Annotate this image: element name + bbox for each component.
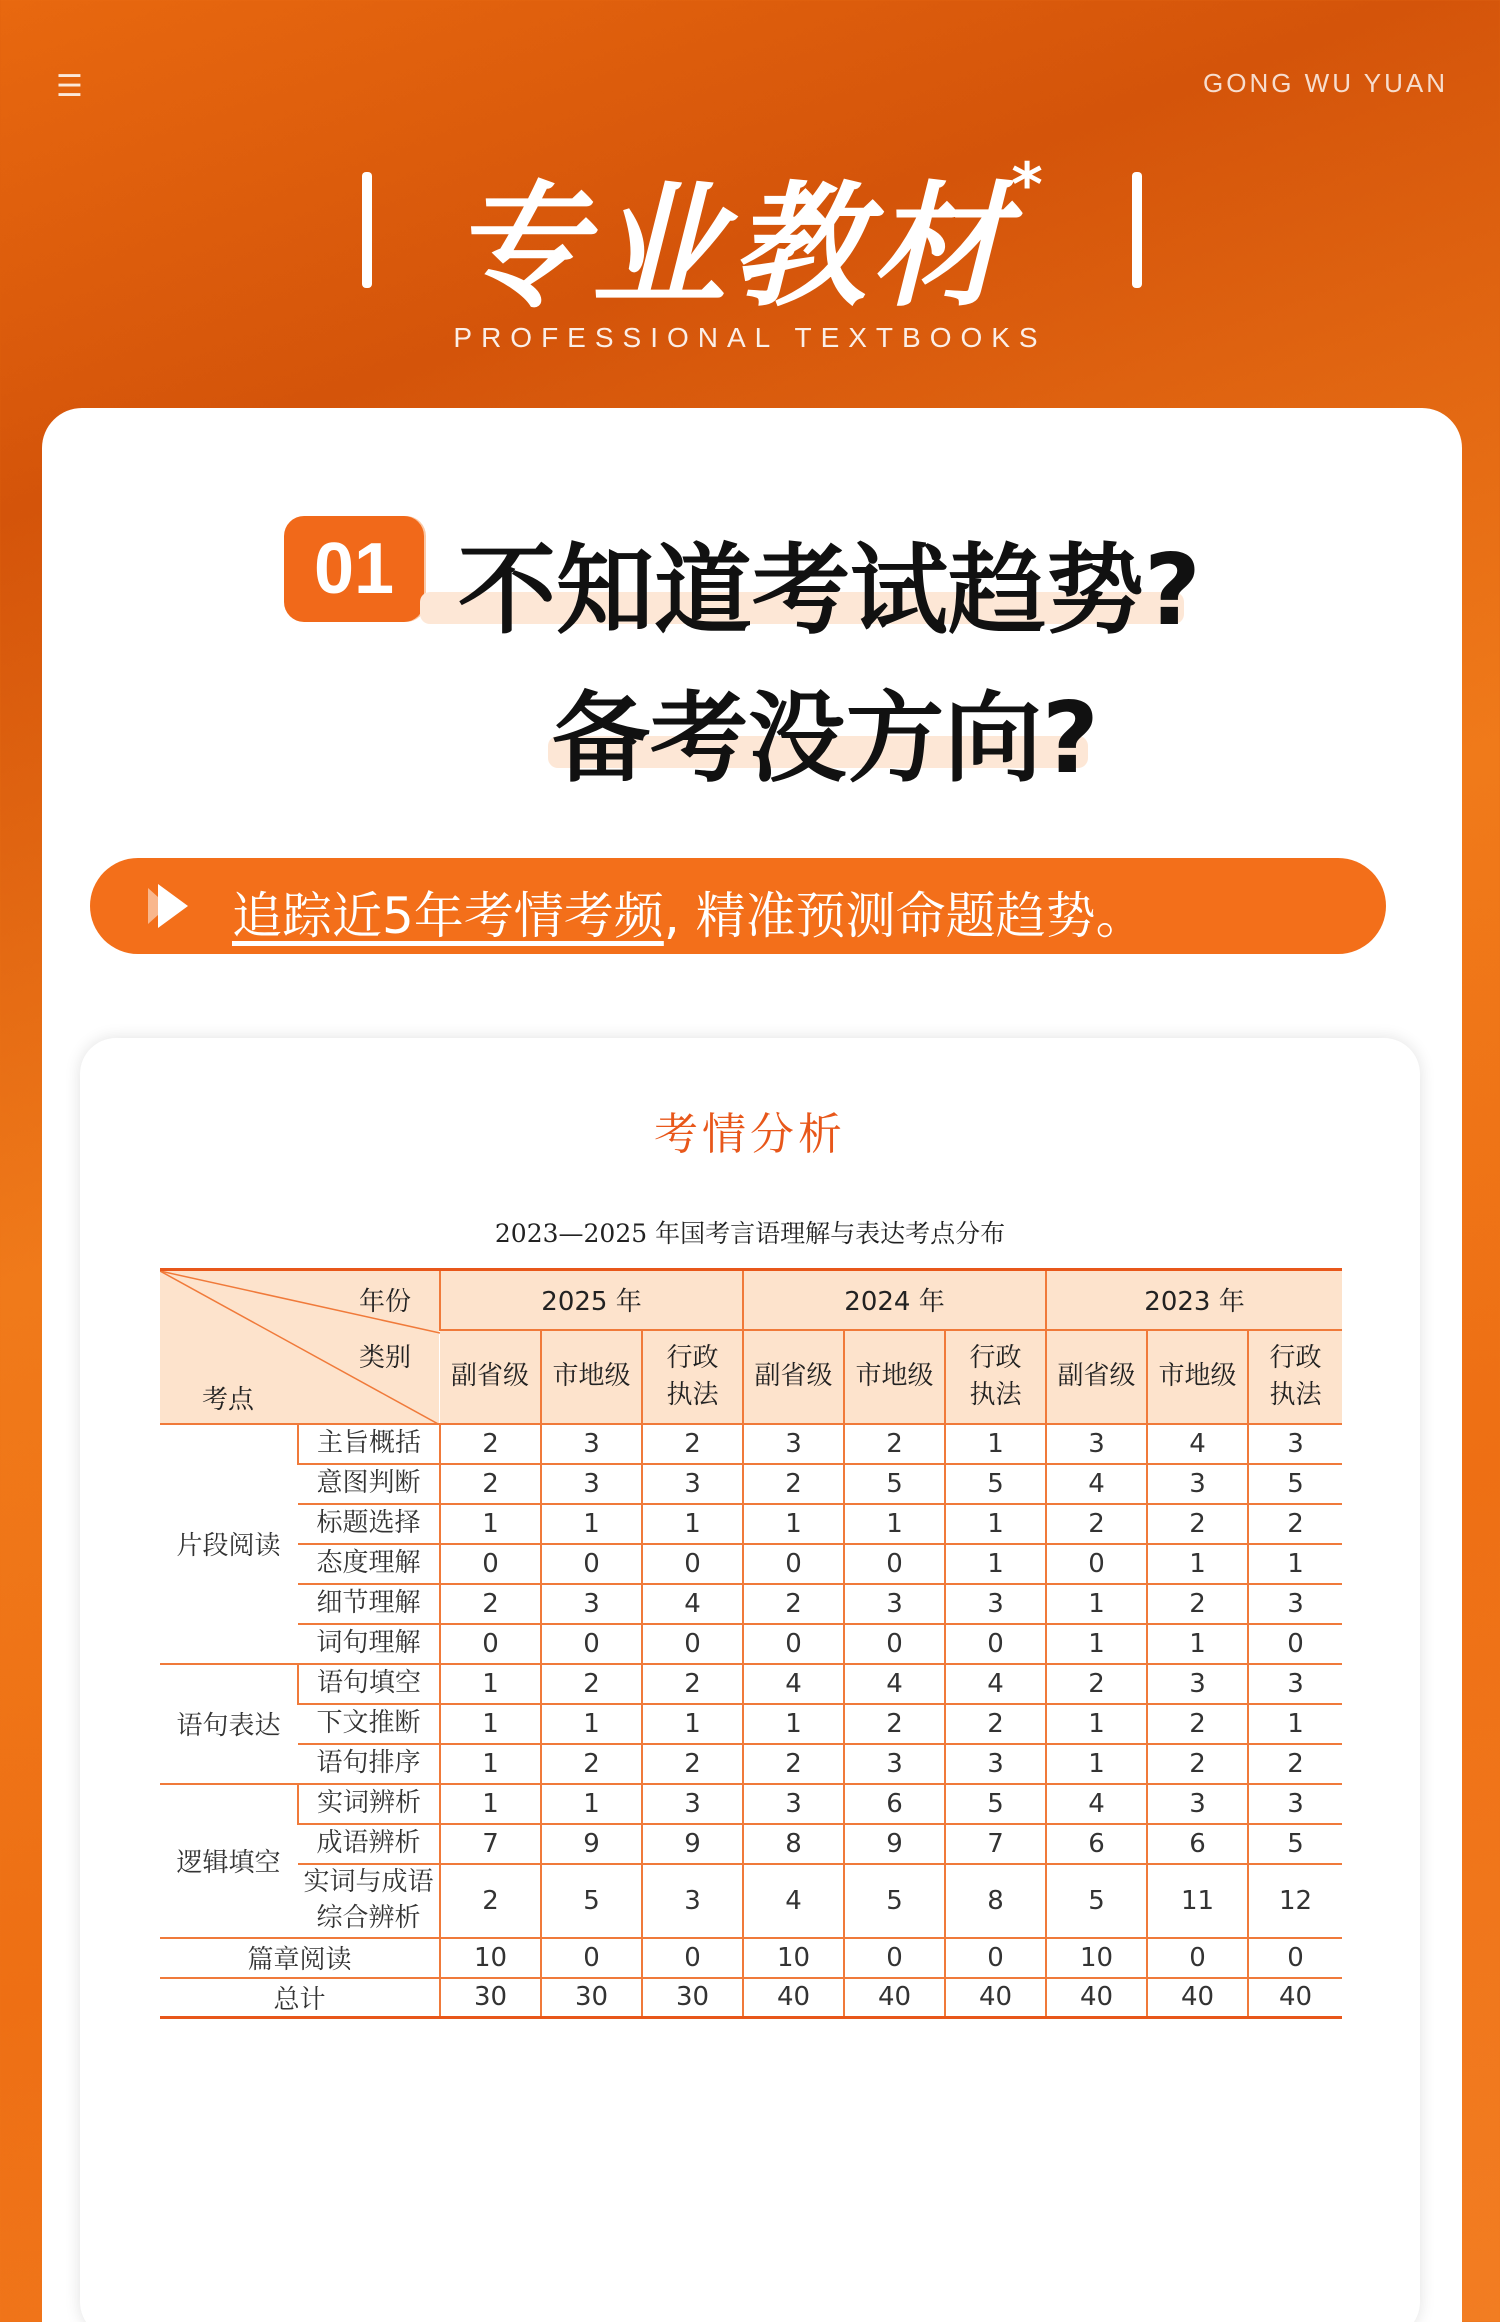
value-cell: 1	[1248, 1704, 1342, 1744]
row-label: 总计	[160, 1978, 440, 2018]
group-label: 逻辑填空	[160, 1784, 298, 1938]
question-heading-2: 备考没方向?	[552, 682, 1099, 796]
value-cell: 1	[1046, 1584, 1147, 1624]
type-header: 市地级	[844, 1330, 945, 1424]
value-cell: 1	[945, 1544, 1046, 1584]
value-cell: 3	[1147, 1464, 1248, 1504]
value-cell: 2	[1046, 1664, 1147, 1704]
page-title-text: 专业教材	[451, 169, 1012, 325]
row-label: 标题选择	[298, 1504, 440, 1544]
value-cell: 2	[945, 1704, 1046, 1744]
row-label: 实词辨析	[298, 1784, 440, 1824]
value-cell: 0	[844, 1624, 945, 1664]
table-caption: 2023—2025 年国考言语理解与表达考点分布	[494, 1219, 1006, 1248]
value-cell: 0	[743, 1624, 844, 1664]
header-point-label: 考点	[202, 1385, 255, 1415]
value-cell: 40	[945, 1978, 1046, 2018]
value-cell: 2	[541, 1664, 642, 1704]
type-header: 行政 执法	[945, 1330, 1046, 1424]
value-cell: 0	[1248, 1624, 1342, 1664]
value-cell: 1	[440, 1664, 541, 1704]
value-cell: 1	[440, 1704, 541, 1744]
value-cell: 4	[844, 1664, 945, 1704]
value-cell: 0	[844, 1544, 945, 1584]
value-cell: 40	[1147, 1978, 1248, 2018]
value-cell: 1	[1248, 1544, 1342, 1584]
value-cell: 1	[440, 1784, 541, 1824]
value-cell: 3	[642, 1464, 743, 1504]
value-cell: 0	[440, 1544, 541, 1584]
value-cell: 3	[945, 1744, 1046, 1784]
page-subtitle: PROFESSIONAL TEXTBOOKS	[453, 322, 1047, 353]
value-cell: 12	[1248, 1864, 1342, 1938]
type-header: 市地级	[1147, 1330, 1248, 1424]
value-cell: 10	[1046, 1938, 1147, 1978]
value-cell: 8	[945, 1864, 1046, 1938]
value-cell: 5	[945, 1464, 1046, 1504]
value-cell: 8	[743, 1824, 844, 1864]
row-label: 细节理解	[298, 1584, 440, 1624]
value-cell: 5	[844, 1464, 945, 1504]
value-cell: 1	[541, 1704, 642, 1744]
row-label: 成语辨析	[298, 1824, 440, 1864]
value-cell: 7	[440, 1824, 541, 1864]
table-row	[160, 1744, 1342, 1784]
value-cell: 0	[1147, 1938, 1248, 1978]
value-cell: 30	[440, 1978, 541, 2018]
banner-text	[232, 876, 1146, 948]
row-label: 意图判断	[298, 1464, 440, 1504]
table-row	[160, 1978, 1342, 2018]
value-cell: 1	[1147, 1544, 1248, 1584]
value-cell: 0	[642, 1544, 743, 1584]
exam-analysis-table	[160, 1268, 1342, 2019]
value-cell: 0	[945, 1624, 1046, 1664]
value-cell: 1	[945, 1504, 1046, 1544]
value-cell: 4	[1147, 1424, 1248, 1464]
type-header: 副省级	[1046, 1330, 1147, 1424]
value-cell: 1	[642, 1704, 743, 1744]
value-cell: 2	[642, 1424, 743, 1464]
value-cell: 10	[440, 1938, 541, 1978]
type-header: 市地级	[541, 1330, 642, 1424]
value-cell: 3	[642, 1864, 743, 1938]
table-row	[160, 1464, 1342, 1504]
value-cell: 4	[1046, 1464, 1147, 1504]
value-cell: 40	[844, 1978, 945, 2018]
page-title	[0, 140, 1500, 332]
value-cell: 3	[642, 1784, 743, 1824]
value-cell: 2	[440, 1464, 541, 1504]
value-cell: 3	[1046, 1424, 1147, 1464]
value-cell: 0	[743, 1544, 844, 1584]
value-cell: 1	[844, 1504, 945, 1544]
value-cell: 5	[844, 1864, 945, 1938]
value-cell: 3	[743, 1424, 844, 1464]
header-type-label: 类别	[358, 1343, 411, 1373]
year-header: 2023 年	[1046, 1270, 1342, 1330]
type-header: 行政 执法	[642, 1330, 743, 1424]
value-cell: 11	[1147, 1864, 1248, 1938]
value-cell: 1	[945, 1424, 1046, 1464]
analysis-title: 考情分析	[654, 1109, 846, 1160]
value-cell: 5	[541, 1864, 642, 1938]
value-cell: 6	[1147, 1824, 1248, 1864]
value-cell: 1	[541, 1784, 642, 1824]
value-cell: 2	[440, 1864, 541, 1938]
header-year-label: 年份	[358, 1287, 411, 1317]
value-cell: 2	[440, 1584, 541, 1624]
banner-underlined-text: 追踪近5年考情考频	[232, 887, 664, 945]
table-row	[160, 1584, 1342, 1624]
value-cell: 0	[844, 1938, 945, 1978]
value-cell: 1	[1046, 1704, 1147, 1744]
value-cell: 4	[1046, 1784, 1147, 1824]
value-cell: 6	[844, 1784, 945, 1824]
group-label: 语句表达	[160, 1664, 298, 1784]
table-row	[160, 1424, 1342, 1464]
value-cell: 3	[541, 1464, 642, 1504]
value-cell: 9	[844, 1824, 945, 1864]
value-cell: 3	[743, 1784, 844, 1824]
table-corner-header	[160, 1270, 440, 1424]
value-cell: 0	[541, 1544, 642, 1584]
value-cell: 5	[1248, 1464, 1342, 1504]
value-cell: 1	[440, 1744, 541, 1784]
value-cell: 1	[440, 1504, 541, 1544]
type-header: 副省级	[743, 1330, 844, 1424]
value-cell: 40	[1248, 1978, 1342, 2018]
value-cell: 3	[844, 1744, 945, 1784]
value-cell: 0	[1046, 1544, 1147, 1584]
value-cell: 2	[1248, 1504, 1342, 1544]
value-cell: 2	[844, 1704, 945, 1744]
row-label: 下文推断	[298, 1704, 440, 1744]
value-cell: 3	[1248, 1584, 1342, 1624]
value-cell: 1	[1046, 1744, 1147, 1784]
value-cell: 3	[541, 1584, 642, 1624]
value-cell: 4	[743, 1864, 844, 1938]
value-cell: 2	[1046, 1504, 1147, 1544]
value-cell: 9	[541, 1824, 642, 1864]
row-label: 态度理解	[298, 1544, 440, 1584]
highlight-banner	[90, 858, 1386, 954]
value-cell: 40	[1046, 1978, 1147, 2018]
table-row	[160, 1544, 1342, 1584]
value-cell: 4	[743, 1664, 844, 1704]
value-cell: 3	[945, 1584, 1046, 1624]
value-cell: 4	[945, 1664, 1046, 1704]
value-cell: 0	[1248, 1938, 1342, 1978]
value-cell: 2	[1147, 1744, 1248, 1784]
value-cell: 2	[1147, 1704, 1248, 1744]
group-label: 片段阅读	[160, 1424, 298, 1664]
value-cell: 1	[541, 1504, 642, 1544]
question-heading-1: 不知道考试趋势?	[458, 534, 1201, 648]
value-cell: 2	[1147, 1584, 1248, 1624]
row-label: 篇章阅读	[160, 1938, 440, 1978]
title-star-mark: *	[1011, 150, 1049, 220]
row-label: 主旨概括	[298, 1424, 440, 1464]
value-cell: 2	[642, 1744, 743, 1784]
table-row	[160, 1624, 1342, 1664]
value-cell: 1	[1046, 1624, 1147, 1664]
value-cell: 30	[642, 1978, 743, 2018]
value-cell: 0	[945, 1938, 1046, 1978]
value-cell: 0	[541, 1624, 642, 1664]
value-cell: 2	[541, 1744, 642, 1784]
value-cell: 40	[743, 1978, 844, 2018]
value-cell: 2	[1248, 1744, 1342, 1784]
value-cell: 3	[1248, 1784, 1342, 1824]
value-cell: 3	[1147, 1664, 1248, 1704]
value-cell: 0	[642, 1624, 743, 1664]
value-cell: 2	[743, 1584, 844, 1624]
year-header: 2025 年	[440, 1270, 743, 1330]
value-cell: 9	[642, 1824, 743, 1864]
value-cell: 7	[945, 1824, 1046, 1864]
value-cell: 1	[743, 1704, 844, 1744]
value-cell: 3	[1248, 1664, 1342, 1704]
value-cell: 10	[743, 1938, 844, 1978]
value-cell: 3	[844, 1584, 945, 1624]
value-cell: 1	[1147, 1624, 1248, 1664]
table-row	[160, 1664, 1342, 1704]
value-cell: 4	[642, 1584, 743, 1624]
value-cell: 6	[1046, 1824, 1147, 1864]
value-cell: 1	[642, 1504, 743, 1544]
value-cell: 0	[440, 1624, 541, 1664]
value-cell: 5	[1248, 1824, 1342, 1864]
table-row	[160, 1704, 1342, 1744]
menu-icon[interactable]: ☰	[56, 69, 83, 104]
value-cell: 1	[743, 1504, 844, 1544]
type-header: 副省级	[440, 1330, 541, 1424]
value-cell: 0	[541, 1938, 642, 1978]
section-number-badge: 01	[284, 516, 424, 622]
value-cell: 30	[541, 1978, 642, 2018]
table-row	[160, 1504, 1342, 1544]
table-row	[160, 1864, 1342, 1938]
value-cell: 2	[642, 1664, 743, 1704]
value-cell: 5	[945, 1784, 1046, 1824]
value-cell: 2	[743, 1464, 844, 1504]
row-label: 实词与成语 综合辨析	[298, 1864, 440, 1938]
table-row	[160, 1938, 1342, 1978]
row-label: 语句排序	[298, 1744, 440, 1784]
table-row	[160, 1784, 1342, 1824]
row-label: 词句理解	[298, 1624, 440, 1664]
value-cell: 3	[1147, 1784, 1248, 1824]
table-row	[160, 1824, 1342, 1864]
value-cell: 3	[541, 1424, 642, 1464]
year-header: 2024 年	[743, 1270, 1046, 1330]
brand-name: GONG WU YUAN	[1203, 68, 1448, 98]
value-cell: 5	[1046, 1864, 1147, 1938]
value-cell: 2	[440, 1424, 541, 1464]
value-cell: 2	[844, 1424, 945, 1464]
type-header: 行政 执法	[1248, 1330, 1342, 1424]
play-arrow-icon	[158, 884, 188, 928]
value-cell: 0	[642, 1938, 743, 1978]
value-cell: 2	[1147, 1504, 1248, 1544]
banner-rest-text: , 精准预测命题趋势。	[663, 887, 1146, 945]
value-cell: 3	[1248, 1424, 1342, 1464]
row-label: 语句填空	[298, 1664, 440, 1704]
value-cell: 2	[743, 1744, 844, 1784]
